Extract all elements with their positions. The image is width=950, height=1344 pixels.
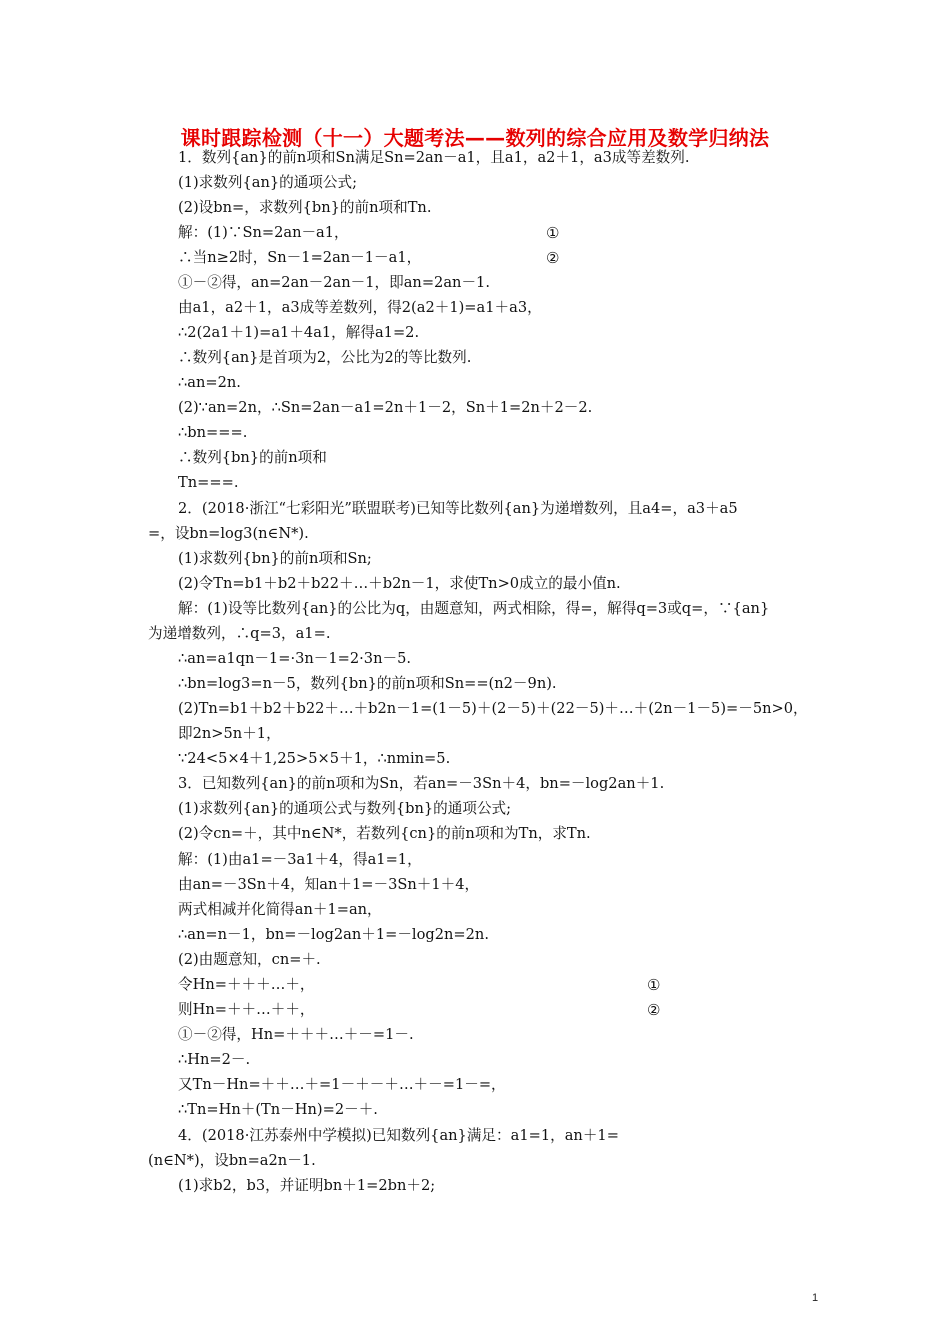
text-line: ∴2(2a1＋1)=a1＋4a1，解得a1=2. (178, 324, 420, 341)
text-line: ∴bn===. (178, 424, 248, 441)
text-line: 2．(2018·浙江“七彩阳光”联盟联考)已知等比数列{an}为递增数列，且a4=，a3＋a5 (178, 500, 738, 517)
text-line: (2)∵an=2n，∴Sn=2an－a1=2n＋1－2，Sn＋1=2n＋2－2. (178, 399, 593, 416)
equation-marker: ① (647, 976, 661, 994)
text-line: 4．(2018·江苏泰州中学模拟)已知数列{an}满足：a1=1，an＋1= (178, 1127, 619, 1144)
text-line: (1)求数列{an}的通项公式与数列{bn}的通项公式; (178, 800, 512, 817)
text-line: 两式相减并化简得an＋1=an， (178, 901, 382, 918)
text-line: 由a1，a2＋1，a3成等差数列，得2(a2＋1)=a1＋a3， (178, 299, 542, 316)
text-line: (2)设bn=，求数列{bn}的前n项和Tn. (178, 199, 432, 216)
text-line: (2)令cn=＋，其中n∈N*，若数列{cn}的前n项和为Tn，求Tn. (178, 825, 591, 842)
text-line: Tn===. (178, 474, 239, 491)
equation-marker: ② (546, 249, 560, 267)
text-line: 令Hn=＋＋＋…＋， (178, 976, 315, 993)
equation-marker: ② (647, 1001, 661, 1019)
text-line: ①－②得，Hn=＋＋＋…＋－=1－. (178, 1026, 414, 1043)
text-line: ∴Hn=2－. (178, 1051, 251, 1068)
text-line: (n∈N*)，设bn=a2n－1. (148, 1152, 316, 1169)
text-line: 由an=－3Sn＋4，知an＋1=－3Sn＋1＋4， (178, 876, 480, 893)
text-line: (2)由题意知，cn=＋. (178, 951, 321, 968)
text-line: (1)求数列{bn}的前n项和Sn; (178, 550, 372, 567)
text-line: 则Hn=＋＋…＋＋， (178, 1001, 315, 1018)
text-line: ∴数列{bn}的前n项和 (178, 449, 327, 466)
equation-marker: ① (546, 224, 560, 242)
text-line: (2)令Tn=b1＋b2＋b22＋…＋b2n－1，求使Tn>0成立的最小值n. (178, 575, 621, 592)
text-line: ∴an=n－1，bn=－log2an＋1=－log2n=2n. (178, 926, 489, 943)
text-line: 为递增数列，∴q=3，a1=. (148, 625, 331, 642)
text-line: =，设bn=log3(n∈N*). (148, 525, 309, 542)
text-line: ∴bn=log3=n－5，数列{bn}的前n项和Sn==(n2－9n). (178, 675, 557, 692)
text-line: ∴an=a1qn－1=·3n－1=2·3n－5. (178, 650, 412, 667)
text-line: 即2n>5n＋1， (178, 725, 281, 742)
page-title: 课时跟踪检测（十一）大题考法——数列的综合应用及数学归纳法 (180, 126, 770, 150)
text-line: ∴数列{an}是首项为2，公比为2的等比数列. (178, 349, 472, 366)
text-line: 解：(1)∵Sn=2an－a1， (178, 224, 349, 241)
text-line: 解：(1)由a1=－3a1＋4，得a1=1， (178, 851, 422, 868)
text-line: (1)求b2，b3，并证明bn＋1=2bn＋2; (178, 1177, 436, 1194)
page-number: 1 (812, 1292, 819, 1304)
text-line: ∴当n≥2时，Sn－1=2an－1－a1， (178, 249, 422, 266)
text-line: (1)求数列{an}的通项公式; (178, 174, 358, 191)
text-line: ∵24<5×4＋1,25>5×5＋1，∴nmin=5. (178, 750, 451, 767)
text-line: ①－②得，an=2an－2an－1，即an=2an－1. (178, 274, 490, 291)
text-line: 1．数列{an}的前n项和Sn满足Sn=2an－a1，且a1，a2＋1，a3成等差数列. (178, 149, 690, 166)
text-line: ∴Tn=Hn＋(Tn－Hn)=2－＋. (178, 1101, 378, 1118)
text-line: 解：(1)设等比数列{an}的公比为q，由题意知，两式相除，得=，解得q=3或q=，∵{an} (178, 600, 770, 617)
text-line: (2)Tn=b1＋b2＋b22＋…＋b2n－1=(1－5)＋(2－5)＋(22－5)＋…＋(2n－1－5)=－5n>0， (178, 700, 808, 717)
text-line: 又Tn－Hn=＋＋…＋=1－＋－＋…＋－=1－=， (178, 1076, 506, 1093)
text-line: ∴an=2n. (178, 374, 241, 391)
text-line: 3．已知数列{an}的前n项和为Sn，若an=－3Sn＋4，bn=－log2an＋1. (178, 775, 665, 792)
